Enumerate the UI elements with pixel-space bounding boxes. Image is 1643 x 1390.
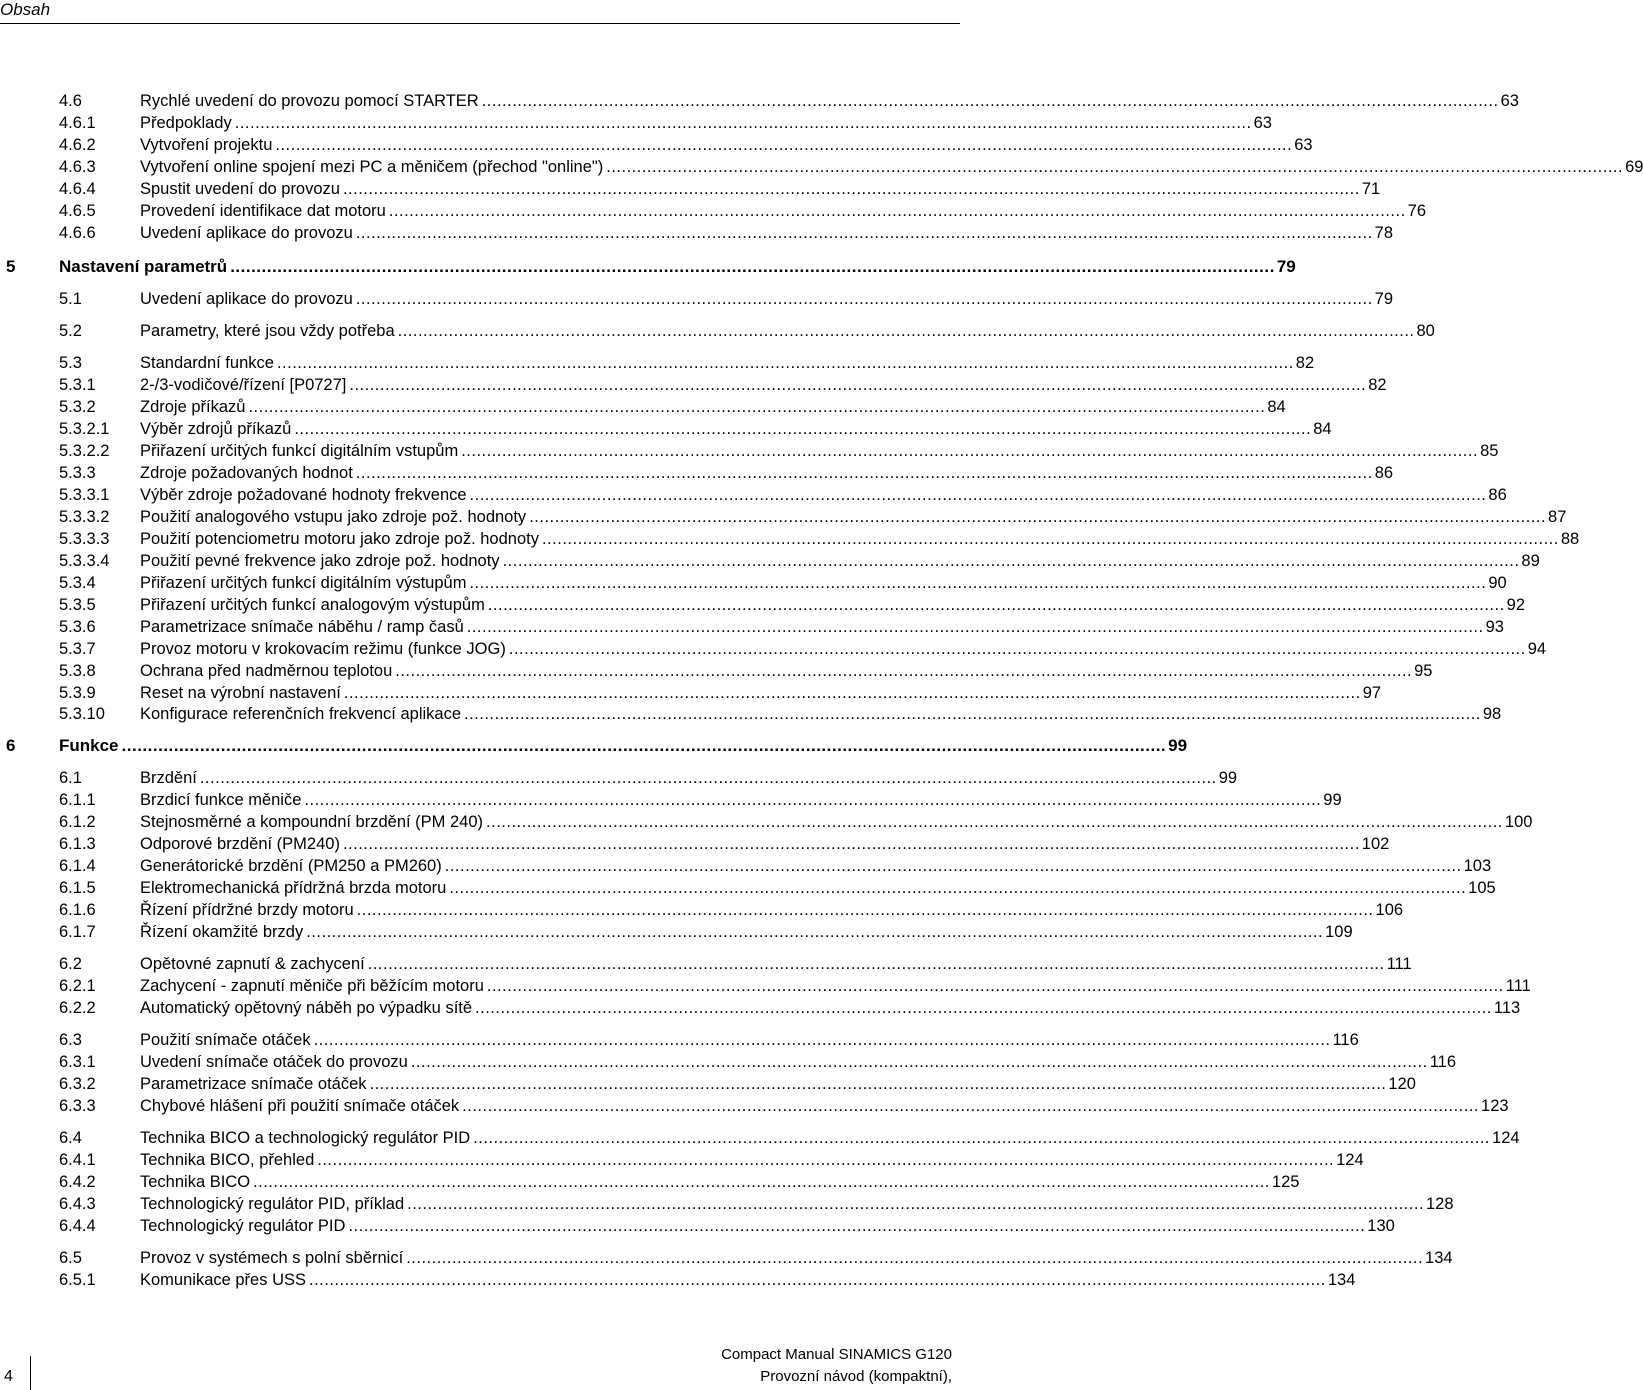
toc-entry-page: 134 [1327, 1271, 1356, 1289]
toc-dot-leader [488, 594, 1505, 616]
toc-dot-leader [306, 921, 1323, 943]
footer-document-info [721, 1344, 952, 1388]
toc-dot-leader [449, 877, 1466, 899]
toc-entry[interactable] [59, 594, 1526, 616]
toc-entry-number: 5.3 [59, 354, 82, 372]
toc-entry-number: 6.4 [59, 1129, 82, 1147]
toc-entry-page: 80 [1416, 322, 1435, 340]
toc-entry-page: 120 [1388, 1075, 1416, 1093]
toc-entry[interactable] [59, 616, 1504, 638]
toc-entry[interactable] [59, 418, 1332, 440]
toc-dot-leader [368, 953, 1385, 975]
toc-dot-leader [370, 1073, 1387, 1095]
toc-entry-number: 6.1.4 [59, 857, 96, 875]
toc-dot-leader [606, 156, 1623, 178]
toc-entry-title: Vytvoření projektu [140, 136, 273, 154]
toc-entry-page: 99 [1168, 736, 1188, 755]
toc-dot-leader [356, 288, 1373, 310]
page-header-title: Obsah [0, 0, 51, 19]
toc-entry-title: Technika BICO, přehled [140, 1151, 315, 1169]
toc-dot-leader [343, 833, 1360, 855]
toc-entry-number: 4.6.6 [59, 224, 96, 242]
toc-entry-number: 4.6.1 [59, 114, 96, 132]
toc-entry-page: 79 [1276, 257, 1296, 276]
toc-entry-title: Rychlé uvedení do provozu pomocí STARTER [140, 92, 479, 110]
toc-entry-page: 63 [1294, 136, 1313, 154]
toc-dot-leader [406, 1247, 1423, 1269]
toc-entry[interactable] [59, 975, 1531, 997]
toc-entry-number: 5.1 [59, 290, 82, 308]
toc-entry-page: 90 [1488, 574, 1507, 592]
toc-dot-leader [482, 90, 1499, 112]
toc-entry[interactable] [59, 222, 1394, 244]
toc-entry-number: 5.3.7 [59, 640, 96, 658]
toc-entry-number: 6.4.2 [59, 1173, 96, 1191]
toc-entry-number: 6.5 [59, 1249, 82, 1267]
toc-entry-number: 5.3.2 [59, 398, 96, 416]
toc-entry[interactable] [59, 1269, 1356, 1291]
toc-dot-leader [445, 855, 1462, 877]
toc-entry-number: 6.1.7 [59, 923, 96, 941]
toc-entry-number: 6.1 [59, 769, 82, 787]
toc-entry[interactable] [59, 90, 1519, 112]
toc-entry-title: Výběr zdroje požadované hodnoty frekvence [140, 486, 467, 504]
toc-entry-number: 4.6.4 [59, 180, 96, 198]
toc-entry-number: 6.1.3 [59, 835, 96, 853]
toc-entry-title: Přiřazení určitých funkcí analogovým výstupům [140, 596, 485, 614]
toc-entry[interactable] [59, 112, 1272, 134]
toc-dot-leader [475, 997, 1492, 1019]
toc-dot-leader [395, 660, 1412, 682]
toc-entry-page: 109 [1325, 923, 1353, 941]
toc-entry[interactable] [59, 484, 1507, 506]
toc-chapter-entry[interactable] [6, 256, 1296, 278]
toc-entry-title: Nastavení parametrů [59, 257, 228, 276]
toc-dot-leader [407, 1193, 1424, 1215]
toc-entry-title: Technika BICO a technologický regulátor PID [140, 1129, 471, 1147]
toc-entry[interactable] [59, 877, 1496, 899]
toc-entry-title: Automatický opětovný náběh po výpadku sítě [140, 999, 473, 1017]
toc-entry-page: 116 [1332, 1031, 1359, 1049]
toc-entry[interactable] [59, 156, 1643, 178]
toc-entry-page: 124 [1492, 1129, 1520, 1147]
toc-dot-leader [398, 320, 1415, 342]
toc-entry-title: Parametrizace snímače náběhu / ramp časů [140, 618, 464, 636]
toc-entry[interactable] [59, 374, 1387, 396]
toc-entry-number: 6.5.1 [59, 1271, 96, 1289]
toc-entry[interactable] [59, 178, 1381, 200]
toc-entry-title: Přiřazení určitých funkcí digitálním vstupům [140, 442, 459, 460]
toc-entry-page: 105 [1468, 879, 1496, 897]
toc-entry-number: 6.2 [59, 955, 82, 973]
toc-entry-page: 97 [1362, 684, 1382, 702]
toc-entry-title: Spustit uvedení do provozu [140, 180, 340, 198]
toc-entry[interactable] [59, 953, 1412, 975]
toc-entry[interactable] [59, 1073, 1416, 1095]
toc-entry-page: 84 [1313, 420, 1332, 438]
toc-entry-number: 4.6.3 [59, 158, 96, 176]
toc-entry-number: 5.3.3.1 [59, 486, 110, 504]
toc-dot-leader [275, 134, 1292, 156]
toc-entry-page: 125 [1271, 1173, 1300, 1191]
toc-entry-number: 6 [6, 736, 16, 755]
toc-entry[interactable] [59, 899, 1404, 921]
toc-entry-title: Komunikace přes USS [140, 1271, 306, 1289]
toc-entry[interactable] [59, 200, 1427, 222]
toc-entry[interactable] [59, 352, 1315, 374]
toc-entry-number: 5.3.1 [59, 376, 96, 394]
toc-entry-title: Řízení přídržné brzdy motoru [140, 901, 354, 919]
toc-entry-page: 134 [1425, 1249, 1453, 1267]
toc-entry-number: 6.1.1 [59, 791, 96, 809]
toc-entry-title: Konfigurace referenčních frekvencí aplikace [140, 705, 462, 723]
toc-entry-page: 116 [1429, 1053, 1456, 1071]
toc-entry-page: 85 [1480, 442, 1499, 460]
toc-entry[interactable] [59, 997, 1521, 1019]
toc-entry-number: 5.3.2.2 [59, 442, 110, 460]
toc-entry[interactable] [59, 528, 1580, 550]
footer-page-number: 4 [4, 1368, 13, 1385]
toc-entry-page: 71 [1361, 180, 1381, 198]
toc-dot-leader [473, 1127, 1490, 1149]
toc-entry-number: 6.2.1 [59, 977, 96, 995]
toc-dot-leader [344, 682, 1361, 704]
toc-entry-number: 5.3.4 [59, 574, 96, 592]
toc-entry-number: 6.3.1 [59, 1053, 96, 1071]
toc-entry-page: 63 [1500, 92, 1519, 110]
toc-entry-number: 5.3.3.2 [59, 508, 110, 526]
toc-entry-number: 6.4.1 [59, 1151, 96, 1169]
toc-entry-number: 5.3.3 [59, 464, 96, 482]
toc-entry-page: 99 [1218, 769, 1238, 787]
toc-entry-title: Použití pevné frekvence jako zdroje pož. hodnoty [140, 552, 500, 570]
toc-entry[interactable] [59, 1149, 1364, 1171]
toc-dot-leader [309, 1269, 1326, 1291]
toc-entry-page: 78 [1374, 224, 1394, 242]
toc-entry-page: 93 [1485, 618, 1504, 636]
toc-entry[interactable] [59, 396, 1286, 418]
toc-entry[interactable] [59, 767, 1238, 789]
toc-entry[interactable] [59, 660, 1433, 682]
toc-entry-number: 5.3.8 [59, 662, 96, 680]
toc-dot-leader [248, 396, 1265, 418]
toc-entry-title: Technologický regulátor PID, příklad [140, 1195, 405, 1213]
toc-dot-leader [389, 200, 1406, 222]
toc-dot-leader [122, 735, 1167, 757]
toc-entry-page: 92 [1506, 596, 1526, 614]
toc-entry[interactable] [59, 550, 1540, 572]
toc-entry-page: 82 [1368, 376, 1387, 394]
toc-entry-title: Parametry, které jsou vždy potřeba [140, 322, 395, 340]
toc-entry-number: 4.6 [59, 92, 82, 110]
toc-entry[interactable] [59, 1171, 1300, 1193]
toc-dot-leader [509, 638, 1526, 660]
toc-entry-title: Brzdicí funkce měniče [140, 791, 302, 809]
toc-dot-leader [200, 767, 1217, 789]
toc-entry-title: Odporové brzdění (PM240) [140, 835, 340, 853]
toc-entry-page: 89 [1521, 552, 1540, 570]
footer-manual-subtitle: Provozní návod (kompaktní), [760, 1368, 952, 1385]
toc-entry-number: 4.6.2 [59, 136, 96, 154]
toc-entry-page: 69 [1625, 158, 1643, 176]
toc-entry-title: Provoz motoru v krokovacím režimu (funkce JOG) [140, 640, 506, 658]
toc-entry-page: 63 [1253, 114, 1272, 132]
toc-entry-page: 82 [1295, 354, 1315, 372]
toc-dot-leader [462, 1095, 1479, 1117]
toc-entry-page: 111 [1386, 955, 1412, 973]
toc-entry-page: 84 [1267, 398, 1286, 416]
toc-entry[interactable] [59, 1247, 1453, 1269]
toc-entry[interactable] [59, 638, 1547, 660]
toc-entry-number: 6.1.6 [59, 901, 96, 919]
toc-entry-title: Zdroje příkazů [140, 398, 246, 416]
toc-entry[interactable] [59, 789, 1342, 811]
toc-entry-number: 6.3.3 [59, 1097, 96, 1115]
toc-dot-leader [469, 572, 1486, 594]
toc-entry-title: Vytvoření online spojení mezi PC a měničem (přechod "online") [140, 158, 604, 176]
toc-dot-leader [253, 1171, 1270, 1193]
toc-entry-title: Stejnosměrné a kompoundní brzdění (PM 240) [140, 813, 484, 831]
toc-entry-page: 95 [1414, 662, 1433, 680]
toc-entry[interactable] [59, 703, 1502, 725]
toc-entry-title: Opětovné zapnutí & zachycení [140, 955, 365, 973]
toc-dot-leader [529, 506, 1546, 528]
toc-dot-leader [357, 899, 1374, 921]
toc-entry-number: 5.3.5 [59, 596, 96, 614]
toc-entry-number: 5.3.3.3 [59, 530, 110, 548]
toc-entry-title: Funkce [59, 736, 119, 755]
toc-entry-page: 123 [1481, 1097, 1509, 1115]
toc-dot-leader [464, 703, 1481, 725]
toc-entry[interactable] [59, 320, 1435, 342]
toc-entry-title: Uvedení snímače otáček do provozu [140, 1053, 408, 1071]
toc-entry-title: Použití analogového vstupu jako zdroje pož. hodnoty [140, 508, 527, 526]
toc-entry-number: 6.1.5 [59, 879, 96, 897]
toc-entry-page: 87 [1548, 508, 1567, 526]
toc-entry-title: Výběr zdrojů příkazů [140, 420, 292, 438]
toc-entry-page: 86 [1488, 486, 1507, 504]
toc-entry-number: 6.3.2 [59, 1075, 96, 1093]
toc-entry[interactable] [59, 462, 1394, 484]
toc-entry-title: Brzdění [140, 769, 197, 787]
toc-entry-title: Zachycení - zapnutí měniče při běžícím motoru [140, 977, 484, 995]
toc-entry-title: Použití snímače otáček [140, 1031, 311, 1049]
toc-dot-leader [356, 222, 1373, 244]
toc-entry[interactable] [59, 1127, 1520, 1149]
toc-chapter-entry[interactable] [6, 735, 1188, 757]
toc-dot-leader [317, 1149, 1334, 1171]
toc-dot-leader [314, 1029, 1331, 1051]
toc-entry-page: 106 [1375, 901, 1404, 919]
toc-entry[interactable] [59, 572, 1507, 594]
toc-dot-leader [542, 528, 1559, 550]
toc-entry-page: 98 [1482, 705, 1502, 723]
toc-entry[interactable] [59, 1193, 1454, 1215]
toc-entry-title: Provoz v systémech s polní sběrnicí [140, 1249, 404, 1267]
toc-entry-page: 111 [1505, 977, 1531, 995]
toc-entry-page: 124 [1336, 1151, 1364, 1169]
toc-entry[interactable] [59, 506, 1567, 528]
toc-entry[interactable] [59, 1095, 1509, 1117]
toc-entry-page: 102 [1361, 835, 1390, 853]
toc-entry-number: 6.4.4 [59, 1217, 96, 1235]
toc-entry[interactable] [59, 855, 1492, 877]
toc-dot-leader [486, 811, 1503, 833]
toc-entry-page: 103 [1463, 857, 1492, 875]
toc-entry-page: 86 [1374, 464, 1394, 482]
toc-entry-title: Předpoklady [140, 114, 232, 132]
toc-dot-leader [461, 440, 1478, 462]
toc-entry-title: Uvedení aplikace do provozu [140, 224, 353, 242]
toc-entry-page: 79 [1374, 290, 1394, 308]
toc-entry-title: Chybové hlášení při použití snímače otáček [140, 1097, 460, 1115]
toc-dot-leader [411, 1051, 1428, 1073]
toc-dot-leader [343, 178, 1360, 200]
toc-entry-title: 2-/3-vodičové/řízení [P0727] [140, 376, 347, 394]
toc-entry[interactable] [59, 682, 1382, 704]
toc-entry-number: 5.3.9 [59, 684, 96, 702]
toc-dot-leader [487, 975, 1504, 997]
toc-entry-number: 6.4.3 [59, 1195, 96, 1213]
toc-entry-number: 6.3 [59, 1031, 82, 1049]
toc-dot-leader [349, 374, 1366, 396]
toc-entry[interactable] [59, 440, 1499, 462]
toc-dot-leader [304, 789, 1321, 811]
toc-entry[interactable] [59, 1051, 1456, 1073]
toc-entry-number: 5 [6, 257, 16, 276]
toc-entry-number: 5.3.2.1 [59, 420, 110, 438]
toc-entry[interactable] [59, 811, 1533, 833]
toc-entry-page: 113 [1493, 999, 1521, 1017]
toc-dot-leader [235, 112, 1252, 134]
toc-entry-title: Standardní funkce [140, 354, 274, 372]
toc-entry-number: 5.3.10 [59, 705, 105, 723]
toc-entry-title: Provedení identifikace dat motoru [140, 202, 386, 220]
toc-dot-leader [294, 418, 1311, 440]
toc-entry-title: Parametrizace snímače otáček [140, 1075, 367, 1093]
toc-dot-leader [470, 484, 1487, 506]
toc-dot-leader [348, 1215, 1365, 1237]
footer-rule [30, 1356, 31, 1390]
toc-entry-title: Elektromechanická přídržná brzda motoru [140, 879, 447, 897]
toc-entry[interactable] [59, 921, 1353, 943]
toc-entry-page: 100 [1504, 813, 1533, 831]
toc-entry-title: Technika BICO [140, 1173, 251, 1191]
toc-entry[interactable] [59, 833, 1390, 855]
toc-entry-page: 88 [1560, 530, 1580, 548]
toc-entry-page: 99 [1323, 791, 1342, 809]
toc-entry-number: 6.2.2 [59, 999, 96, 1017]
toc-entry-title: Uvedení aplikace do provozu [140, 290, 353, 308]
toc-entry-title: Generátorické brzdění (PM250 a PM260) [140, 857, 442, 875]
toc-entry-title: Ochrana před nadměrnou teplotou [140, 662, 393, 680]
toc-entry[interactable] [59, 288, 1394, 310]
toc-entry-page: 94 [1527, 640, 1547, 658]
toc-entry-title: Technologický regulátor PID [140, 1217, 346, 1235]
toc-entry-page: 76 [1407, 202, 1427, 220]
toc-entry-title: Zdroje požadovaných hodnot [140, 464, 353, 482]
toc-dot-leader [230, 256, 1275, 278]
toc-entry-number: 5.3.6 [59, 618, 96, 636]
toc-entry[interactable] [59, 1029, 1359, 1051]
toc-dot-leader [467, 616, 1484, 638]
toc-entry-number: 5.2 [59, 322, 82, 340]
toc-entry[interactable] [59, 134, 1313, 156]
toc-entry-number: 5.3.3.4 [59, 552, 110, 570]
toc-entry-title: Reset na výrobní nastavení [140, 684, 341, 702]
footer-manual-title: Compact Manual SINAMICS G120 [721, 1346, 952, 1363]
toc-entry-number: 6.1.2 [59, 813, 96, 831]
toc-entry-title: Použití potenciometru motoru jako zdroje pož. hodnoty [140, 530, 539, 548]
toc-dot-leader [356, 462, 1373, 484]
toc-entry[interactable] [59, 1215, 1395, 1237]
toc-entry-number: 4.6.5 [59, 202, 96, 220]
toc-dot-leader [277, 352, 1294, 374]
toc-entry-title: Řízení okamžité brzdy [140, 923, 304, 941]
toc-entry-page: 130 [1367, 1217, 1395, 1235]
toc-entry-title: Přiřazení určitých funkcí digitálním výstupům [140, 574, 467, 592]
toc-dot-leader [503, 550, 1520, 572]
toc-entry-page: 128 [1426, 1195, 1454, 1213]
